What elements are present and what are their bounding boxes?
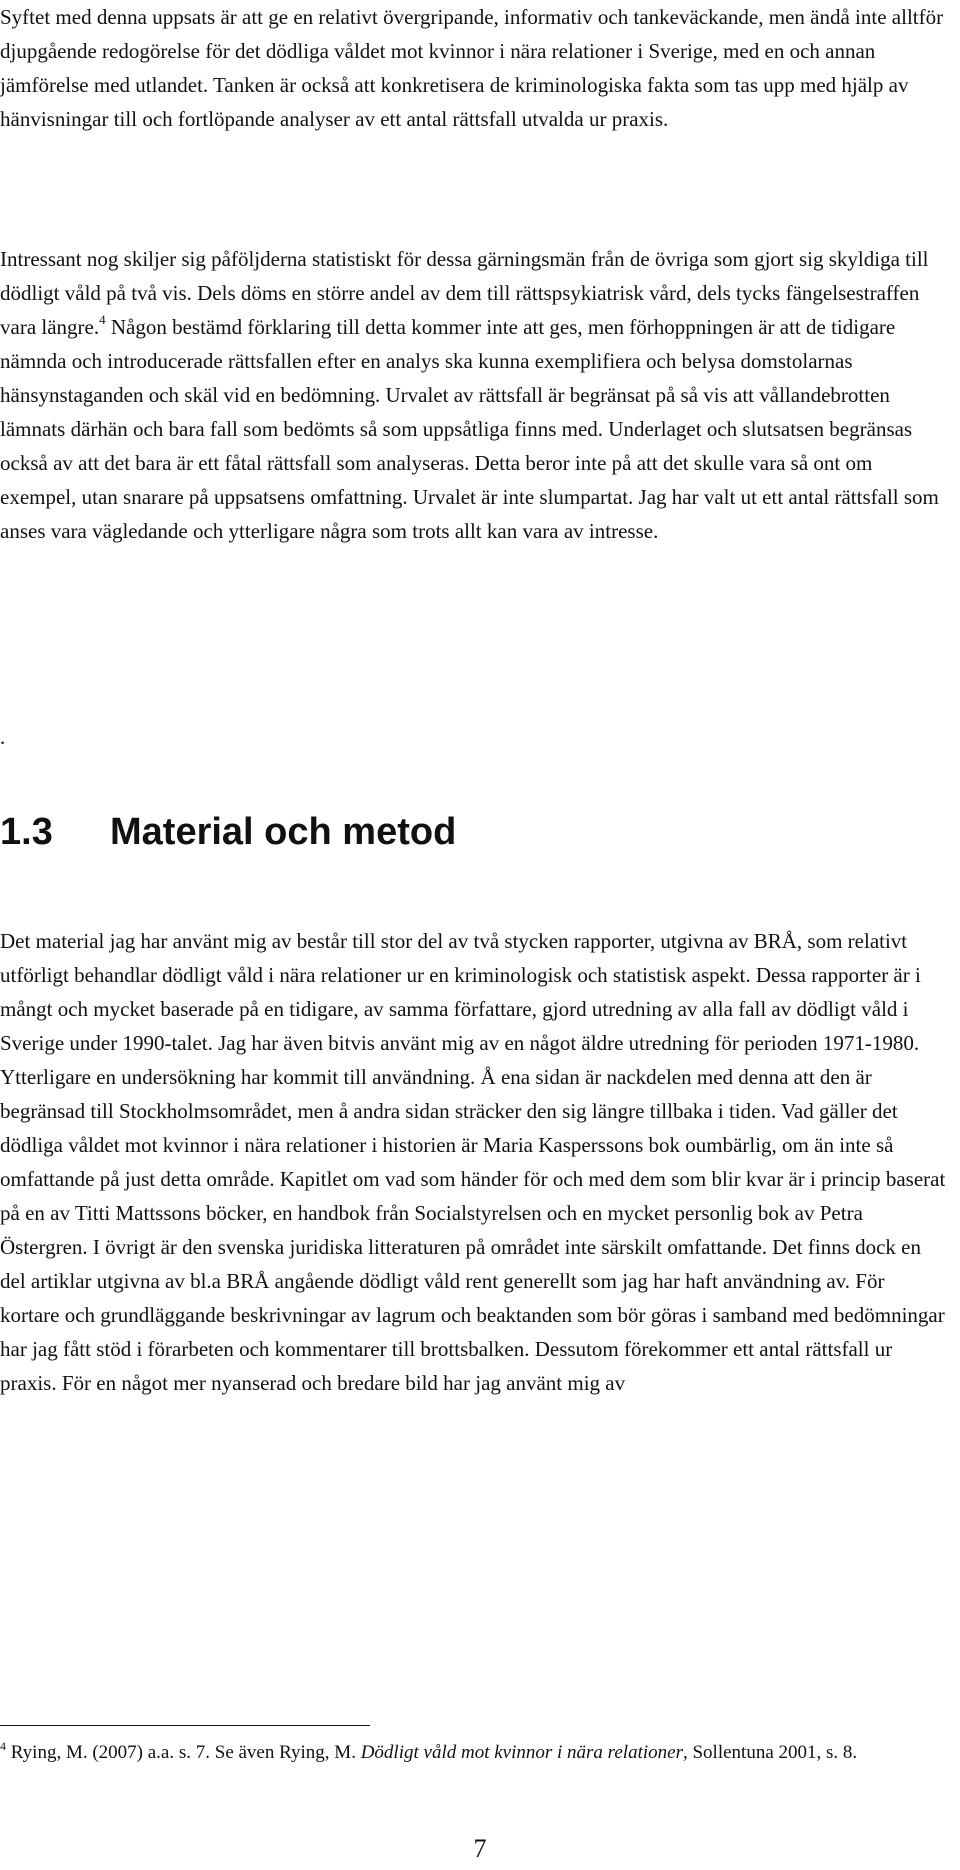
section-title: Material och metod: [110, 811, 457, 853]
stray-period: .: [0, 725, 6, 749]
section-number: 1.3: [0, 811, 53, 853]
footnote-reference-4: 4: [99, 312, 106, 327]
footnote-cited-title: Dödligt våld mot kvinnor i nära relationer: [360, 1742, 683, 1763]
footnote-number: 4: [0, 1738, 6, 1753]
footnote-text-2: , Sollentuna 2001, s. 8.: [682, 1742, 858, 1763]
footnote-text-1: Rying, M. (2007) a.a. s. 7. Se även Rying, M.: [6, 1742, 361, 1763]
paragraph-sanctions: [0, 242, 948, 548]
footnote-4: [0, 1738, 950, 1767]
paragraph-sanctions-text-2: Någon bestämd förklaring till detta kommer inte att ges, men förhoppningen är att de tidigare nämnda och introducerade rättsfallen efter en analys ska kunna exemplifiera och belysa domstolarnas hänsynstaganden och skäl vid en bedömning. Urvalet av rättsfall är begränsat på så vis att vållandebrotten lämnats därhän och bara fall som bedömts så som uppsåtliga finns med. Underlaget och slutsatsen begränsas också av att det bara är ett fåtal rättsfall som analyseras. Detta beror inte på att det skulle vara så ont om exempel, utan snarare på uppsatsens omfattning. Urvalet är inte slumpartat. Jag har valt ut ett antal rättsfall som anses vara vägledande och ytterligare några som trots allt kan vara av intresse.: [0, 315, 939, 543]
paragraph-material: Det material jag har använt mig av består till stor del av två stycken rapporter, utgivna av BRÅ, som relativt utförligt behandlar dödligt våld i nära relationer ur en kriminologisk och statistisk aspekt. Dessa rapporter är i mångt och mycket baserade på en tidigare, av samma författare, gjord utredning av alla fall av dödligt våld i Sverige under 1990-talet. Jag har även bitvis använt mig av en något äldre utredning för perioden 1971-1980. Ytterligare en undersökning har kommit till användning. Å ena sidan är nackdelen med denna att den är begränsad till Stockholmsområdet, men å andra sidan sträcker den sig längre tillbaka i tiden. Vad gäller det dödliga våldet mot kvinnor i nära relationer i historien är Maria Kasperssons bok oumbärlig, om än inte så omfattande på just detta område. Kapitlet om vad som händer för och med dem som blir kvar är i princip baserat på en av Titti Mattssons böcker, en handbok från Socialstyrelsen och en mycket personlig bok av Petra Östergren. I övrigt är den svenska juridiska litteraturen på området inte särskilt omfattande. Det finns dock en del artiklar utgivna av bl.a BRÅ angående dödligt våld rent generellt som jag har haft användning av. För kortare och grundläggande beskrivningar av lagrum och beaktanden som bör göras i samband med bedömningar har jag fått stöd i förarbeten och kommentarer till brottsbalken. Dessutom förekommer ett antal rättsfall ur praxis. För en något mer nyanserad och bredare bild har jag använt mig av: [0, 929, 946, 1395]
paragraph-purpose: Syftet med denna uppsats är att ge en relativt övergripande, informativ och tankeväckande, men ändå inte alltför djupgående redogörelse för det dödliga våldet mot kvinnor i nära relationer i Sverige, med en och annan jämförelse med utlandet. Tanken är också att konkretisera de kriminologiska fakta som tas upp med hjälp av hänvisningar till och fortlöpande analyser av ett antal rättsfall utvalda ur praxis.: [0, 5, 944, 131]
footnote-separator: [0, 1725, 370, 1726]
paragraph-sanctions-text-1: Intressant nog skiljer sig påföljderna statistiskt för dessa gärningsmän från de övriga som gjort sig skyldiga till dödligt våld på två vis. Dels döms en större andel av dem till rättspsykiatrisk vård, dels tycks fängelsestraffen vara längre.: [0, 247, 929, 339]
section-heading: [0, 808, 456, 856]
page-number: 7: [473, 1834, 487, 1863]
